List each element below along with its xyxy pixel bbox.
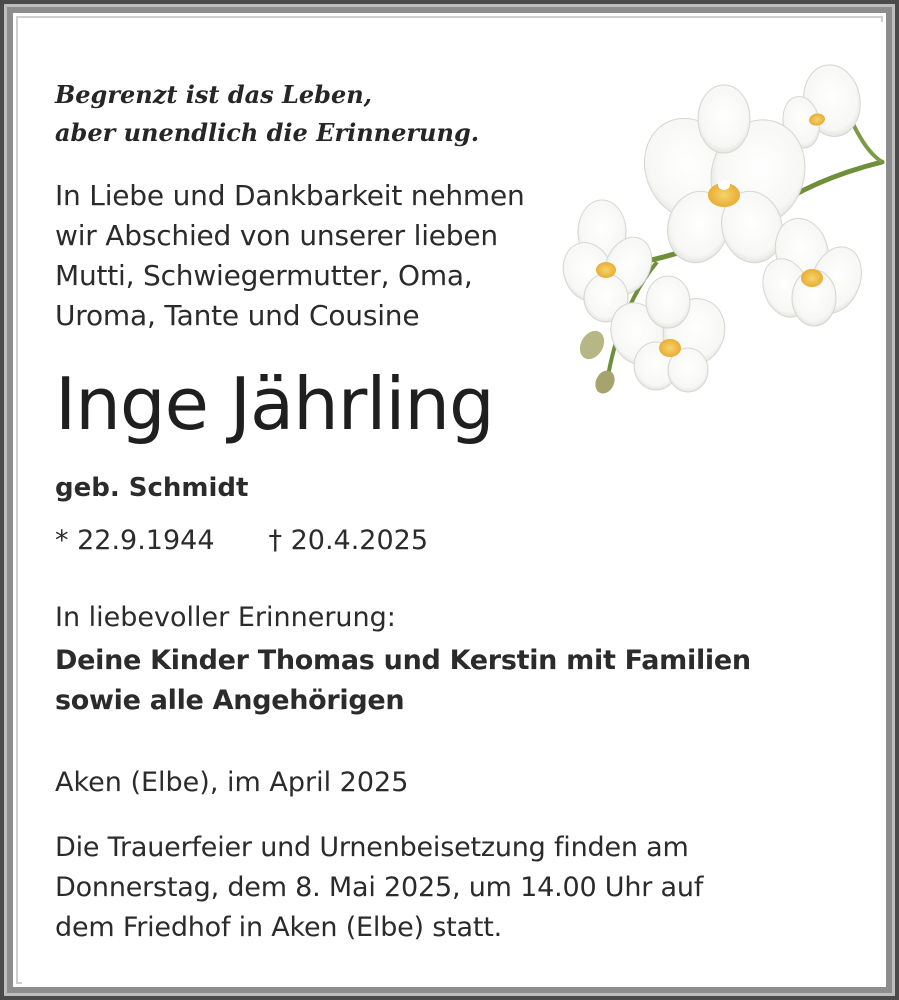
service-line-2: Donnerstag, dem 8. Mai 2025, um 14.00 Uhr auf (55, 872, 704, 903)
death-date: † 20.4.2025 (268, 525, 428, 556)
mourners-list (55, 641, 751, 721)
motto-line-1: Begrenzt ist das Leben, (55, 80, 373, 109)
intro-line-4: Uroma, Tante und Cousine (55, 299, 420, 332)
intro-text (55, 176, 525, 336)
mourners-line-1: Deine Kinder Thomas und Kerstin mit Familien (55, 645, 751, 676)
motto-line-2: aber unendlich die Erinnerung. (55, 118, 480, 147)
intro-line-3: Mutti, Schwiegermutter, Oma, (55, 259, 473, 292)
place-date: Aken (Elbe), im April 2025 (55, 767, 409, 798)
life-dates (55, 522, 428, 560)
service-line-1: Die Trauerfeier und Urnenbeisetzung finden am (55, 832, 689, 863)
intro-line-2: wir Abschied von unserer lieben (55, 219, 498, 252)
service-line-3: dem Friedhof in Aken (Elbe) statt. (55, 912, 503, 943)
orchid-image (552, 62, 888, 398)
mourners-line-2: sowie alle Angehörigen (55, 685, 405, 716)
deceased-name: Inge Jährling (55, 362, 494, 446)
remembrance-heading: In liebevoller Erinnerung: (55, 602, 396, 633)
intro-line-1: In Liebe und Dankbarkeit nehmen (55, 179, 525, 212)
motto (55, 76, 479, 152)
birth-date: * 22.9.1944 (55, 525, 215, 556)
service-info (55, 828, 703, 948)
birth-name: geb. Schmidt (55, 473, 249, 503)
